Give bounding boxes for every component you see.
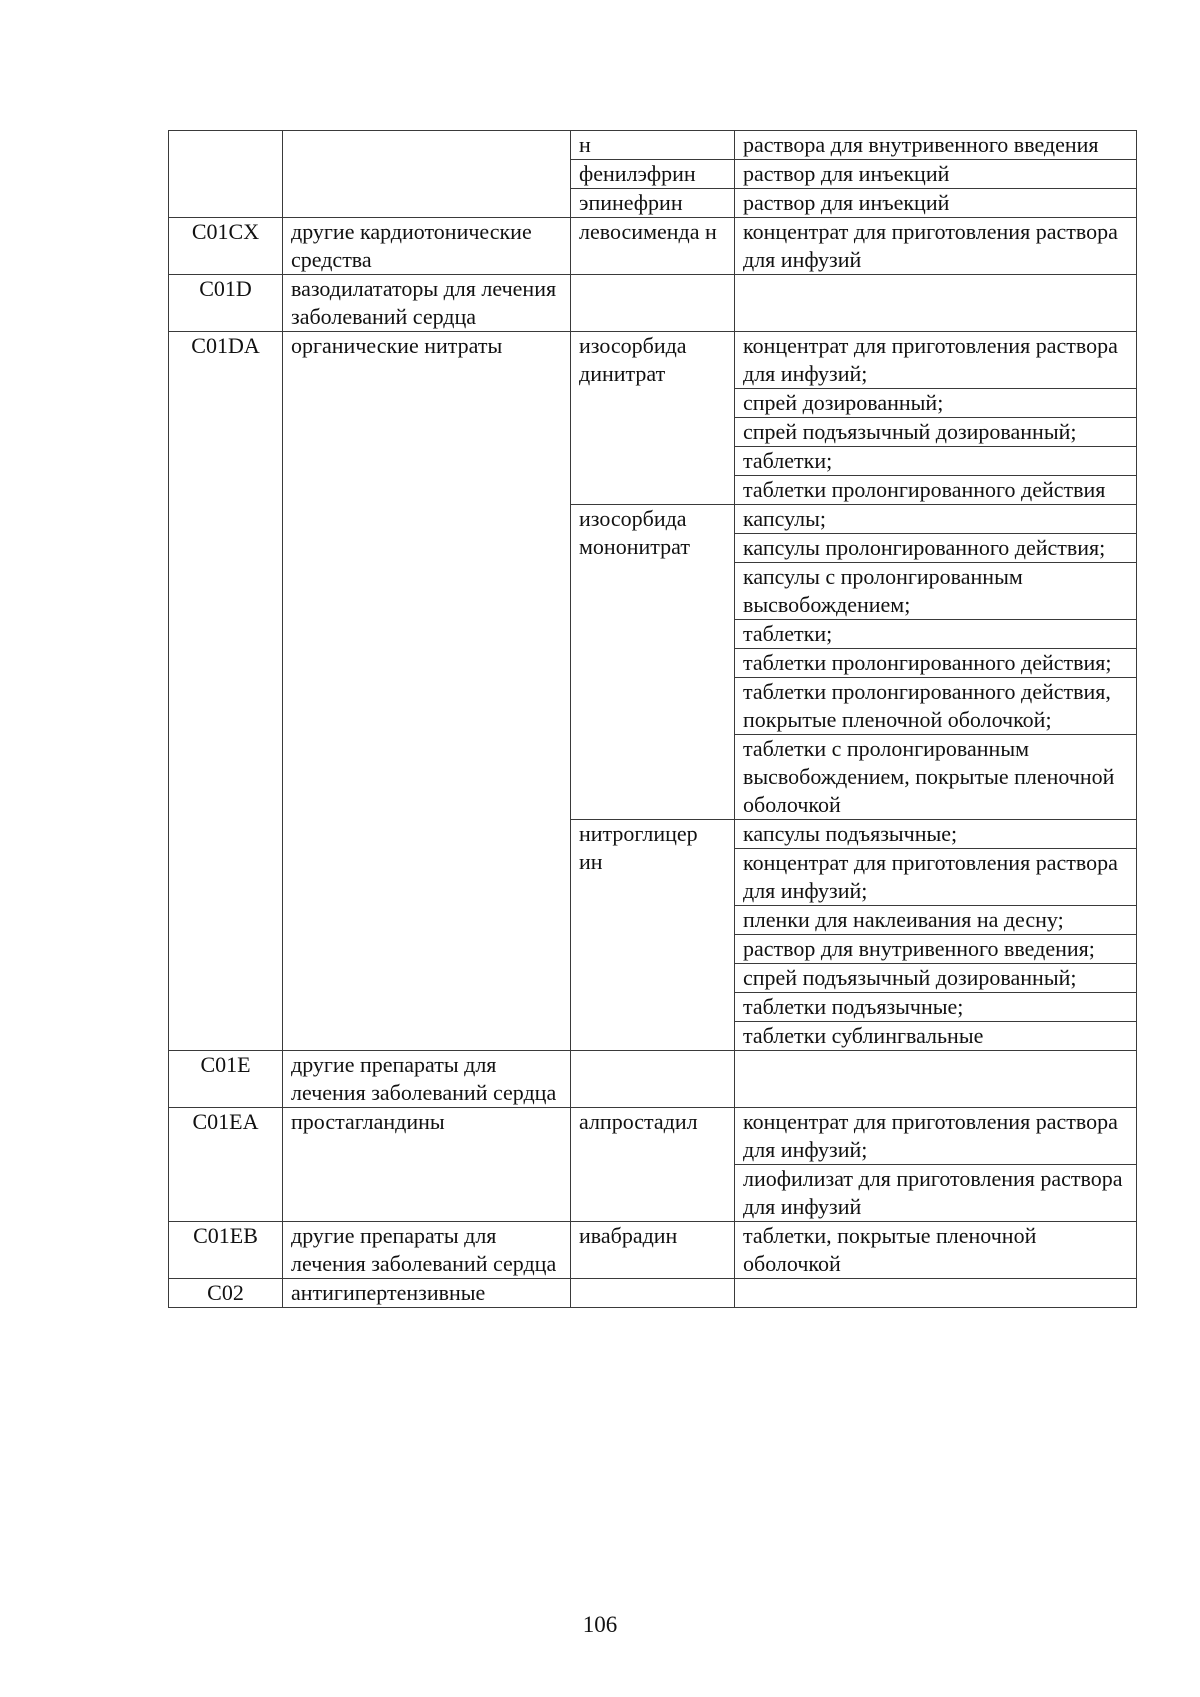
substance-cell: левосименда н [571,218,735,275]
table-row [169,1108,1137,1165]
dosage-form-cell: концентрат для приготовления раствора для инфузий; [735,332,1137,389]
substance-cell: алпростадил [571,1108,735,1222]
dosage-form-cell: раствор для инъекций [735,160,1137,189]
atc-code-cell [169,131,283,218]
dosage-form-cell: таблетки пролонгированного действия, покрытые пленочной оболочкой; [735,678,1137,735]
atc-code-cell: C01DA [169,332,283,1051]
dosage-form-cell: таблетки подъязычные; [735,993,1137,1022]
substance-cell [571,1051,735,1108]
dosage-form-cell: лиофилизат для приготовления раствора для инфузий [735,1165,1137,1222]
dosage-form-cell: таблетки; [735,447,1137,476]
dosage-form-cell: капсулы подъязычные; [735,820,1137,849]
dosage-form-cell: раствор для внутривенного введения; [735,935,1137,964]
group-name-cell: органические нитраты [283,332,571,1051]
substance-cell: изосорбида мононитрат [571,505,735,820]
dosage-form-cell: капсулы; [735,505,1137,534]
dosage-form-cell: таблетки сублингвальные [735,1022,1137,1051]
group-name-cell: другие кардиотонические средства [283,218,571,275]
dosage-form-cell: спрей подъязычный дозированный; [735,418,1137,447]
group-name-cell: вазодилататоры для лечения заболеваний сердца [283,275,571,332]
substance-cell: фенилэфрин [571,160,735,189]
atc-code-cell: C01EB [169,1222,283,1279]
substance-cell: изосорбида динитрат [571,332,735,505]
drug-table [168,130,1137,1308]
group-name-cell: простагландины [283,1108,571,1222]
dosage-form-cell: пленки для наклеивания на десну; [735,906,1137,935]
group-name-cell: другие препараты для лечения заболеваний сердца [283,1222,571,1279]
dosage-form-cell: концентрат для приготовления раствора для инфузий; [735,1108,1137,1165]
substance-cell: н [571,131,735,160]
dosage-form-cell: таблетки пролонгированного действия; [735,649,1137,678]
atc-code-cell: C01CX [169,218,283,275]
atc-code-cell: C01D [169,275,283,332]
table-row [169,1279,1137,1308]
substance-cell: ивабрадин [571,1222,735,1279]
dosage-form-cell: спрей дозированный; [735,389,1137,418]
atc-code-cell: C02 [169,1279,283,1308]
atc-code-cell: C01E [169,1051,283,1108]
table-row [169,332,1137,389]
substance-cell: эпинефрин [571,189,735,218]
dosage-form-cell: таблетки; [735,620,1137,649]
dosage-form-cell: таблетки пролонгированного действия [735,476,1137,505]
table-row [169,218,1137,275]
group-name-cell: антигипертензивные [283,1279,571,1308]
dosage-form-cell [735,1279,1137,1308]
dosage-form-cell: капсулы с пролонгированным высвобождением; [735,563,1137,620]
table-row [169,1222,1137,1279]
dosage-form-cell: таблетки с пролонгированным высвобождением, покрытые пленочной оболочкой [735,735,1137,820]
dosage-form-cell: раствора для внутривенного введения [735,131,1137,160]
dosage-form-cell: капсулы пролонгированного действия; [735,534,1137,563]
dosage-form-cell: таблетки, покрытые пленочной оболочкой [735,1222,1137,1279]
atc-code-cell: C01EA [169,1108,283,1222]
dosage-form-cell: концентрат для приготовления раствора для инфузий [735,218,1137,275]
page-number: 106 [582,1612,618,1637]
table-row [169,1051,1137,1108]
substance-cell [571,1279,735,1308]
table-row [169,275,1137,332]
substance-cell [571,275,735,332]
group-name-cell: другие препараты для лечения заболеваний сердца [283,1051,571,1108]
dosage-form-cell: раствор для инъекций [735,189,1137,218]
dosage-form-cell: спрей подъязычный дозированный; [735,964,1137,993]
dosage-form-cell: концентрат для приготовления раствора для инфузий; [735,849,1137,906]
substance-cell: нитроглицер ин [571,820,735,1051]
group-name-cell [283,131,571,218]
dosage-form-cell [735,1051,1137,1108]
table-row [169,131,1137,160]
dosage-form-cell [735,275,1137,332]
